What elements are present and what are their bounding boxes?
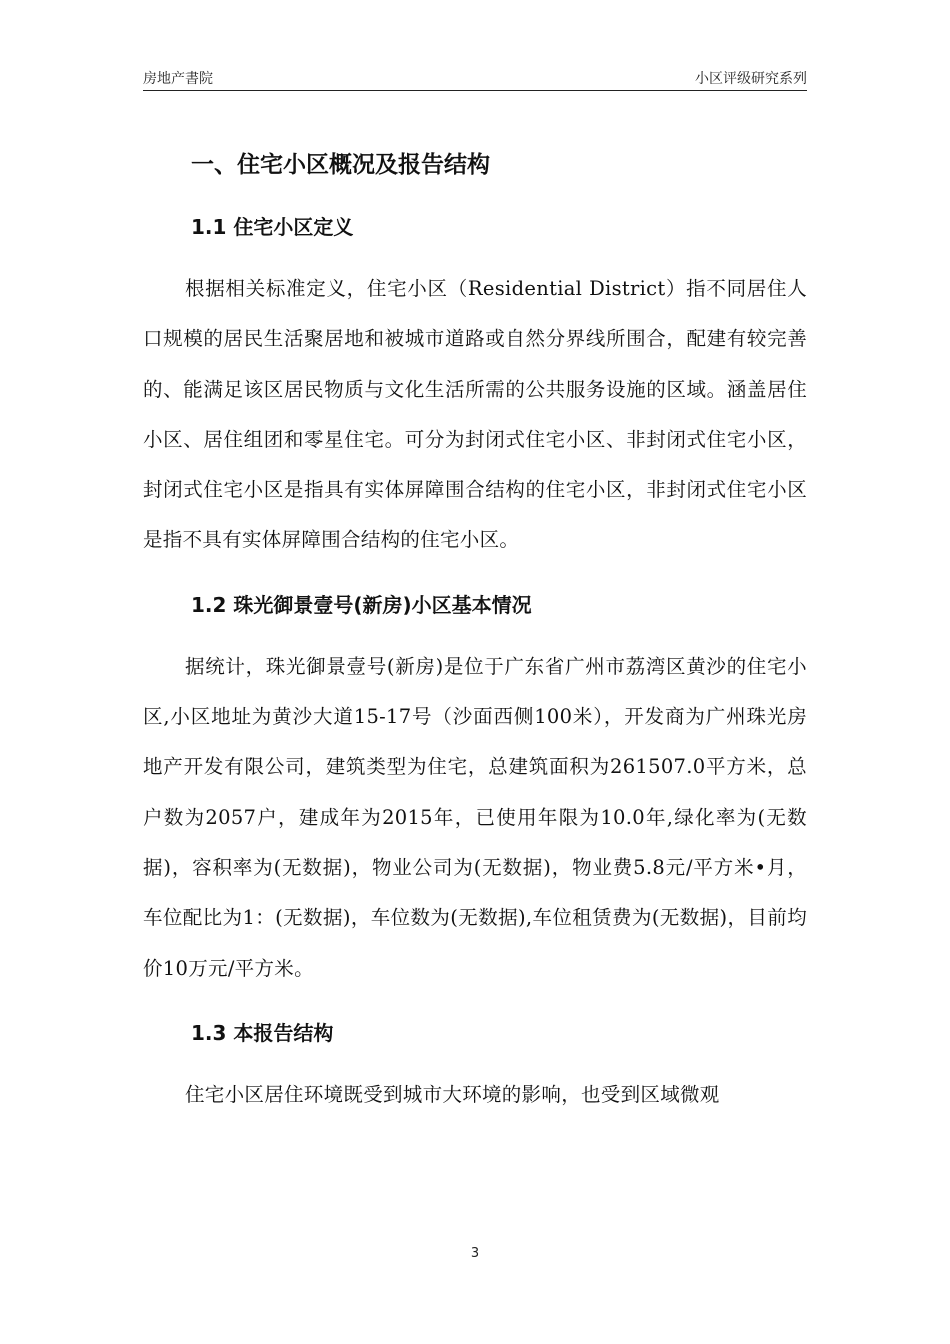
page-number: 3 bbox=[470, 1246, 480, 1261]
section-title-1-2: 1.2 珠光御景壹号(新房)小区基本情况 bbox=[191, 592, 532, 617]
paragraph-definition: 根据相关标准定义，住宅小区（Residential District）指不同居住人口规模的居民生活聚居地和被城市道路或自然分界线所围合，配建有较完善的、能满足该区居民物质与文化生活所需的公共服务设施的区域。涵盖居住小区、居住组团和零星住宅。可分为封闭式住宅小区、非封闭式住宅小区，封闭式住宅小区是指具有实体屏障围合结构的住宅小区，非封闭式住宅小区是指不具有实体屏障围合结构的住宅小区。 bbox=[143, 277, 807, 552]
page-header bbox=[143, 62, 807, 91]
section-title-1-1: 1.1 住宅小区定义 bbox=[191, 215, 354, 239]
paragraph-report-structure: 住宅小区居住环境既受到城市大环境的影响，也受到区域微观 bbox=[185, 1082, 720, 1106]
header-series-title: 小区评级研究系列 bbox=[695, 71, 807, 87]
section-title-1-3: 1.3 本报告结构 bbox=[191, 1020, 334, 1045]
chapter-title: 一、住宅小区概况及报告结构 bbox=[191, 152, 490, 178]
document-body bbox=[143, 140, 807, 1120]
paragraph-basic-info: 据统计，珠光御景壹号(新房)是位于广东省广州市荔湾区黄沙的住宅小区,小区地址为黄沙大道15-17号（沙面西侧100米），开发商为广州珠光房地产开发有限公司，建筑类型为住宅，总建筑面积为261507.0平方米，总户数为2057户，建成年为2015年，已使用年限为10.0年,绿化率为(无数据)，容积率为(无数据)，物业公司为(无数据)，物业费5.8元/平方米•月，车位配比为1：(无数据)，车位数为(无数据),车位租赁费为(无数据)，目前均价10万元/平方米。 bbox=[143, 654, 807, 980]
header-publisher: 房地产書院 bbox=[143, 71, 213, 87]
